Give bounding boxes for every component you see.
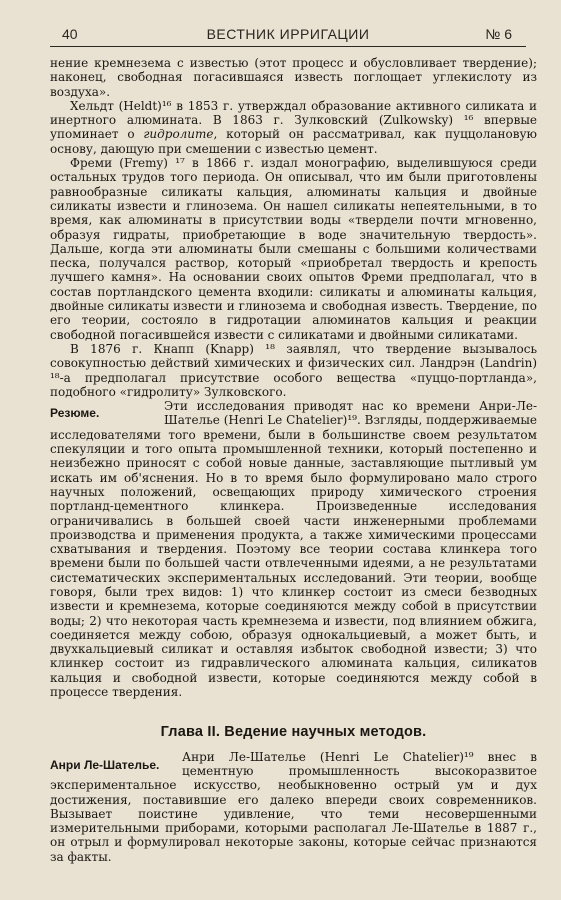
paragraph-heldt-text: Хельдт (Heldt)¹⁶ в 1853 г. утверждал образование активного силиката и инертного алюмината. В 1863 г. Зулковский (Zulkowsky) ¹⁶ впервые упоминает о [50, 98, 537, 142]
page-number: 40 [62, 26, 78, 42]
paragraph-continuation: нение кремнезема с известью (этот процесс и обусловливает твердение); наконец, свободная погасившаяся известь поглощает углекислоту из воздуха». [50, 56, 537, 99]
paragraph-heldt-text-end: , который он рассматривал, как пуццолановую основу, дающую при смешении с известью цемент. [50, 127, 537, 156]
lechatelier-label: Анри Ле-Шателье. [50, 757, 160, 772]
paragraph-heldt [50, 99, 537, 156]
resume-section [50, 399, 537, 699]
resume-label: Резюме. [50, 406, 100, 421]
chapter-heading: Глава II. Ведение научных методов. [160, 724, 427, 741]
journal-title: ВЕСТНИК ИРРИГАЦИИ [206, 26, 370, 42]
running-header [50, 24, 526, 47]
article-body [50, 56, 537, 864]
resume-text: Эти исследования приводят нас ко времени Анри-Ле-Шателье (Henri Le Chatelier)¹⁹. Взгляды, поддерживаемые исследователями того времени, были в большинстве своем результатом спекуляции и того опыта промышленной техники, который постепенно и неизбежно приносят с собой новые данные, заставляющие пытливый ум искать им об'яснения. Но в то время было формулировано мало строго научных положений, освещающих природу химического строения портланд-цементного клинкера. Произведенные исследования ограничивались в большей своей части инженерными проблемами производства и применения продукта, а также химическими процессами схватывания и твердения. Поэтому все теории состава клинкера того времени были по большей части отвлеченными идеями, а не результатами систематических экспериментальных исследований. Эти теории, вообще говоря, были трех видов: 1) что клинкер состоит из смеси безводных извести и кремнезема, которые соединяются между собой в присутствии воды; 2) что некоторая часть кремнезема и извести, под влиянием обжига, соединяется между собою, образуя однокальциевый, а может быть, и двухкальциевый силикат и оставляя избыток свободной извести; 3) что клинкер состоит из гидравлического алюмината кальция, силикатов кальция и свободной извести, которые соединяются между собой в процессе твердения. [50, 399, 537, 700]
lechatelier-text: Анри Ле-Шателье (Henri Le Chatelier)¹⁹ внес в цементную промышленность высокоразвитое экспериментальное искусство, необыкновенно острый ум и дух достижения, поставившие его далеко впереди своих современников. Вызывает поистине удивление, что теми несовершенными измерительными приборами, которыми располагал Ле-Шателье в 1887 г., он отрыл и формулировал некоторые законы, которые сейчас признаются за факты. [50, 749, 537, 864]
paragraph-fremy: Фреми (Fremy) ¹⁷ в 1866 г. издал монографию, выделившуюся среди остальных трудов того периода. Он описывал, что им были приготовлены равнообразные силикаты кальция, алюминаты кальция и двойные силикаты извести и глинозема. Он нашел силикаты непеятельными, в то время, как алюминаты в присутствии воды «твердели почти мгновенно, образуя гидраты, приобретающие в воде значительную твердость». Дальше, когда эти алюминаты были смешаны с большими количествами песка, получался раствор, который «приобретал твердость и крепость лучшего камня». На основании своих опытов Фреми предполагал, что в состав портландского цемента входили: силикаты и алюминаты кальция, двойные силикаты извести и глинозема и свободная известь. Твердение, по его теории, состояло в гидротации алюминатов кальция и реакции свободной погасившейся извести с силикатами и двойными силикатами. [50, 156, 537, 342]
paragraph-knapp: В 1876 г. Кнапп (Knapp) ¹⁸ заявлял, что твердение вызывалось совокупностью действий химических и физических сил. Ландрэн (Landrin) ¹⁸-а предполагал присутствие особого вещества «пуццо-портланда», подобного «гидролиту» Зулковского. [50, 341, 537, 399]
hydrolite-term: гидролите [143, 127, 214, 142]
issue-number: № 6 [485, 26, 512, 42]
lechatelier-section [50, 750, 537, 864]
